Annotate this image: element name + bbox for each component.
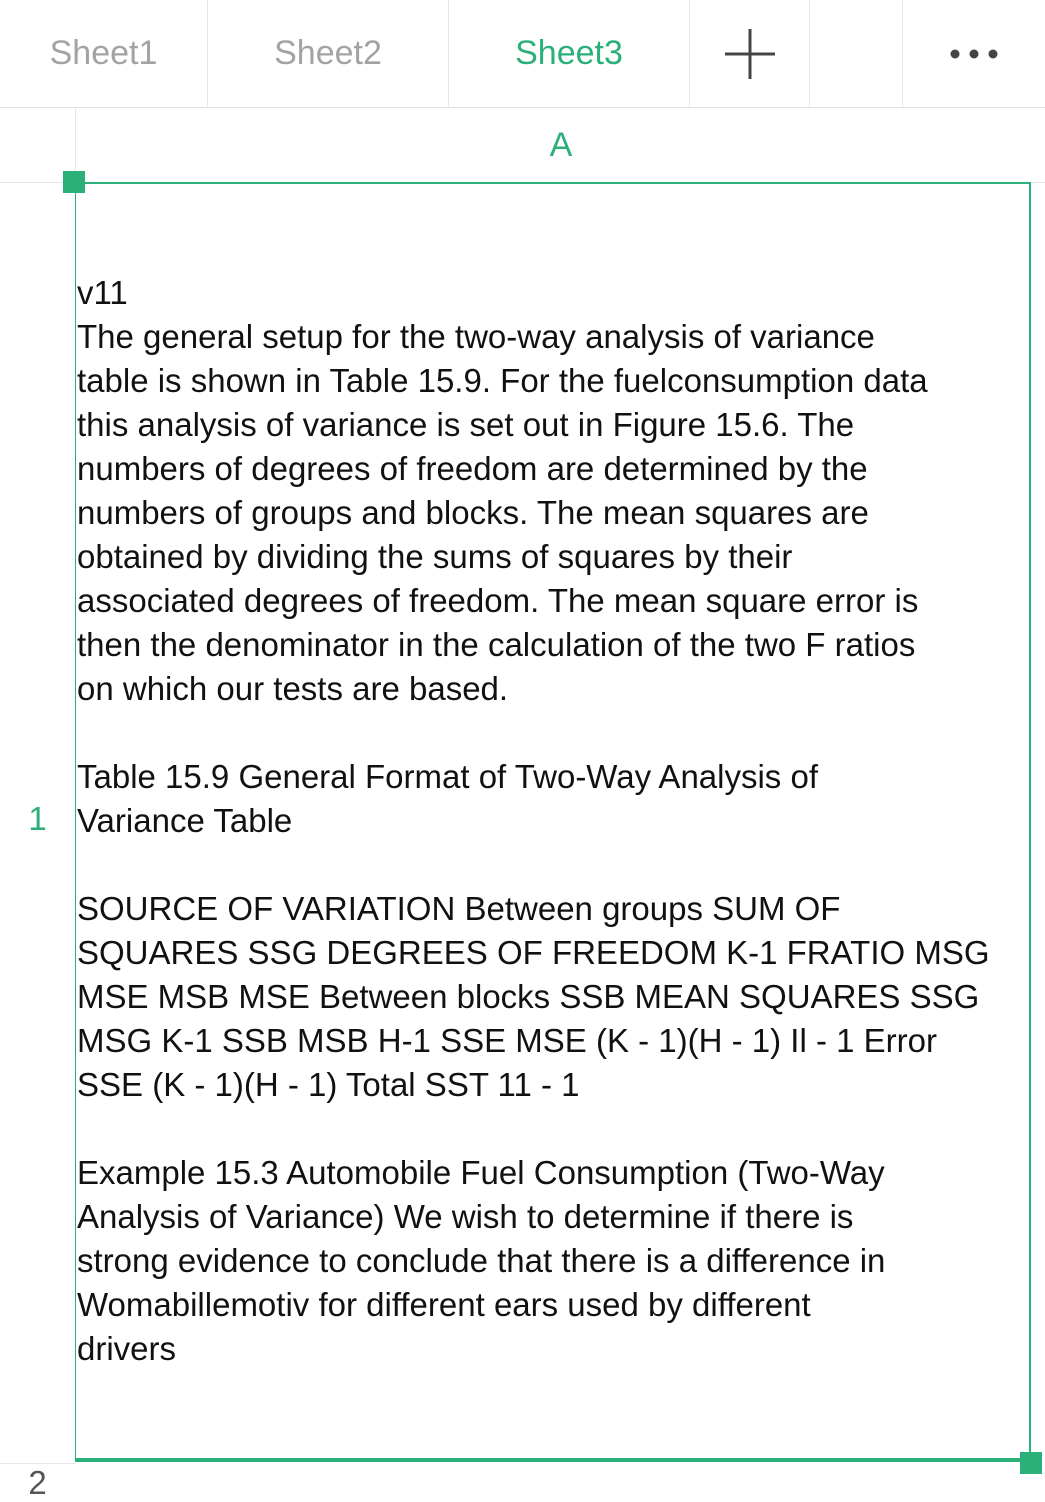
cell-text-line: SSE (K - 1)(H - 1) Total SST 11 - 1 (77, 1066, 580, 1103)
cell-text-line: SOURCE OF VARIATION Between groups SUM OF (77, 890, 841, 927)
cell-text-line: obtained by dividing the sums of squares by their (77, 538, 793, 575)
cell-text-line: strong evidence to conclude that there is a difference in (77, 1242, 886, 1279)
more-horizontal-icon (949, 48, 999, 60)
cell-text-line: v11 (77, 274, 128, 311)
tab-sheet3[interactable]: Sheet3 (449, 0, 690, 107)
more-button[interactable] (903, 0, 1045, 107)
column-header-a[interactable]: A (75, 108, 1045, 182)
cell-text-line: associated degrees of freedom. The mean square error is (77, 582, 919, 619)
cell-text-line: Table 15.9 General Format of Two-Way Analysis of (77, 758, 819, 795)
sheet-tab-bar (0, 0, 1045, 108)
plus-icon (724, 28, 776, 80)
cell-text-line (77, 843, 1037, 887)
add-sheet-button[interactable] (690, 0, 810, 107)
cell-text-line: table is shown in Table 15.9. For the fuelconsumption data (77, 362, 928, 399)
tab-sheet1[interactable]: Sheet1 (0, 0, 208, 107)
cell-text-line: numbers of groups and blocks. The mean squares are (77, 494, 869, 531)
row-header-1[interactable]: 1 (28, 800, 47, 837)
cell-text-line (77, 1107, 1037, 1151)
cell-text-line: numbers of degrees of freedom are determined by the (77, 450, 868, 487)
cell-text-line: Womabillemotiv for different ears used by different (77, 1286, 811, 1323)
column-header-row (0, 108, 1045, 183)
tab-sheet2[interactable]: Sheet2 (208, 0, 449, 107)
cell-text-line: then the denominator in the calculation of the two F ratios (77, 626, 916, 663)
row-header-2[interactable]: 2 (28, 1464, 47, 1501)
cell-text-line: MSE MSB MSE Between blocks SSB MEAN SQUARES SSG (77, 978, 980, 1015)
selection-handle-top-left[interactable] (63, 171, 85, 193)
row-divider (0, 1463, 75, 1464)
cell-text-line: drivers (77, 1330, 177, 1367)
cell-text-line: on which our tests are based. (77, 670, 509, 707)
cell-text-line: this analysis of variance is set out in Figure 15.6. The (77, 406, 855, 443)
tab-spacer (810, 0, 903, 107)
cell-text-line: SQUARES SSG DEGREES OF FREEDOM K-1 FRATIO MSG (77, 934, 990, 971)
cell-text-line: MSG K-1 SSB MSB H-1 SSE MSE (K - 1)(H - 1) Il - 1 Error (77, 1022, 937, 1059)
cell-text-line: Variance Table (77, 802, 293, 839)
cell-text-line: Example 15.3 Automobile Fuel Consumption (Two-Way (77, 1154, 885, 1191)
cell-a1-content (77, 271, 1037, 1371)
selection-handle-bottom-right[interactable] (1020, 1452, 1042, 1474)
cell-text-line: Analysis of Variance) We wish to determine if there is (77, 1198, 854, 1235)
cell-text-line: The general setup for the two-way analysis of variance (77, 318, 875, 355)
cell-text-line (77, 711, 1037, 755)
